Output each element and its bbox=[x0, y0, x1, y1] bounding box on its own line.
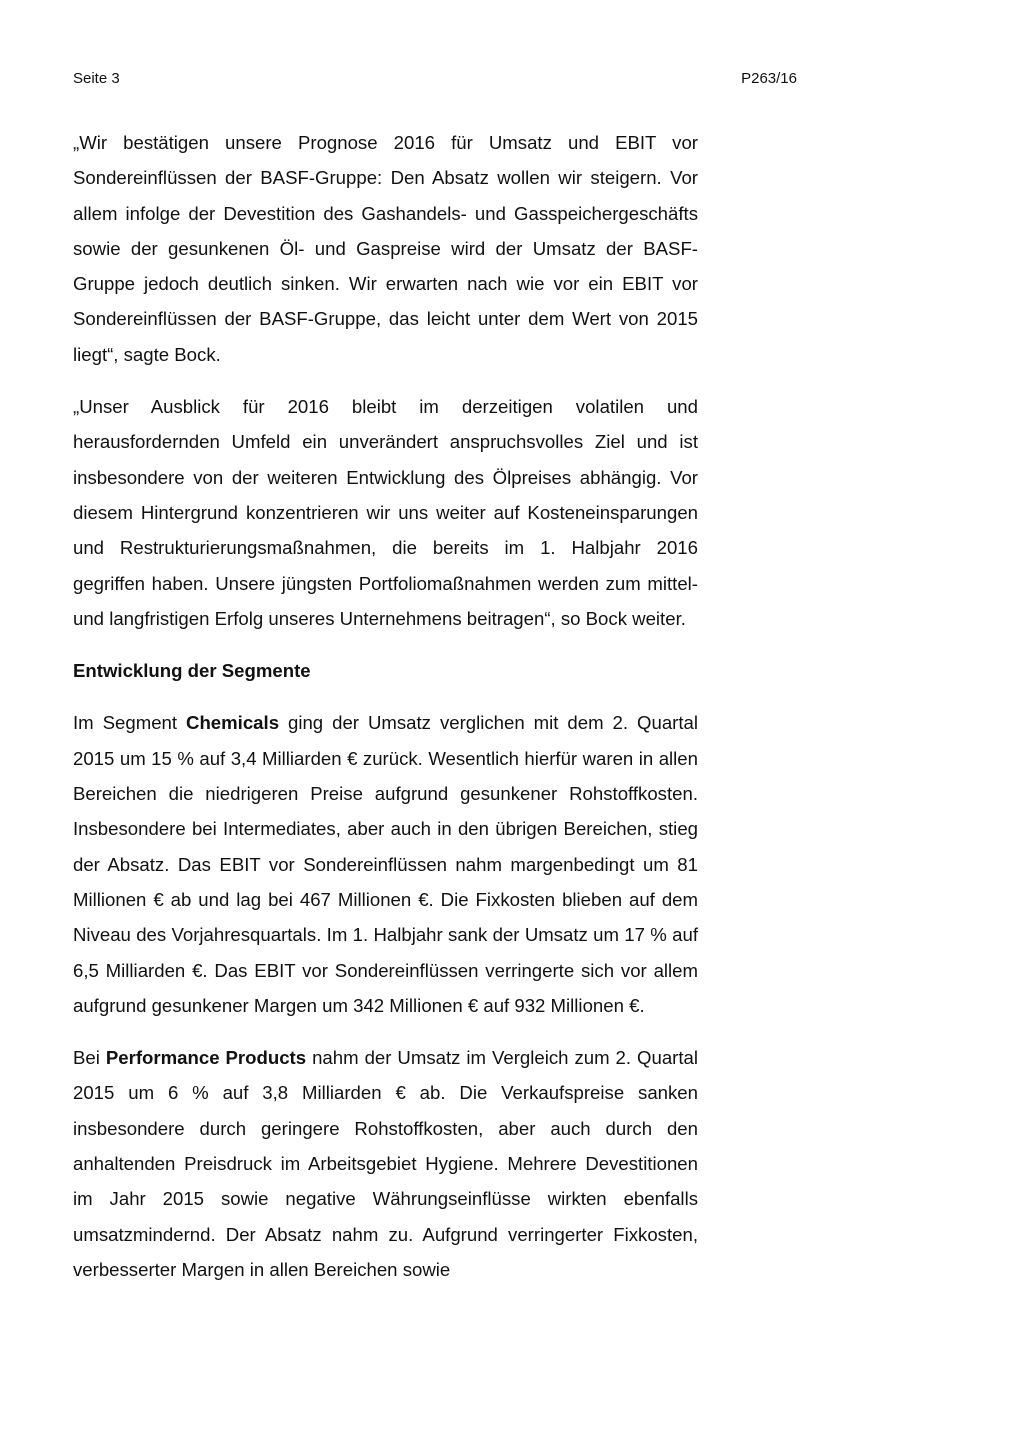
section-heading: Entwicklung der Segmente bbox=[73, 660, 311, 682]
segment-name-performance-products: Performance Products bbox=[105, 1047, 307, 1069]
paragraph-outlook-2016: „Unser Ausblick für 2016 bleibt im derzeitigen volatilen und herausfordernden Umfeld ein unverändert anspruchsvolles Ziel und ist insbesondere von der weiteren Entwicklung des Ölpreises abhängig. Vor diesem Hintergrund konzentrieren wir uns weiter auf Kosteneinsparungen und Restrukturierungsmaßnahmen, die bereits im 1. Halbjahr 2016 gegriffen haben. Unsere jüngsten Portfoliomaßnahmen werden zum mittel- und langfristigen Erfolg unseres Unternehmens beitragen“, so Bock weiter. bbox=[73, 396, 698, 629]
segment-name-chemicals: Chemicals bbox=[186, 712, 280, 734]
paragraph-chemicals bbox=[73, 705, 698, 1023]
paragraph-performance-products bbox=[73, 1040, 698, 1287]
chemicals-text: ging der Umsatz verglichen mit dem 2. Quartal 2015 um 15 % auf 3,4 Milliarden € zurück. Wesentlich hierfür waren in allen Bereichen die niedrigeren Preise aufgrund gesunkener Rohstoffkosten. Insbesondere bei Intermediates, aber auch in den übrigen Bereichen, stieg der Absatz. Das EBIT vor Sondereinflüssen nahm margenbedingt um 81 Millionen € ab und lag bei 467 Millionen €. Die Fixkosten blieben auf dem Niveau des Vorjahresquartals. Im 1. Halbjahr sank der Umsatz um 17 % auf 6,5 Milliarden €. Das EBIT vor Sondereinflüssen verringerte sich vor allem aufgrund gesunkener Margen um 342 Millionen € auf 932 Millionen €. bbox=[73, 712, 698, 1016]
document-reference: P263/16 bbox=[741, 70, 797, 87]
chemicals-intro: Im Segment bbox=[73, 712, 187, 734]
paragraph-outlook-quote: „Wir bestätigen unsere Prognose 2016 für Umsatz und EBIT vor Sondereinflüssen der BASF-Gruppe: Den Absatz wollen wir steigern. Vor allem infolge der Devestition des Gashandels- und Gasspeichergeschäfts sowie der gesunkenen Öl- und Gaspreise wird der Umsatz der BASF-Gruppe jedoch deutlich sinken. Wir erwarten nach wie vor ein EBIT vor Sondereinflüssen der BASF-Gruppe, das leicht unter dem Wert von 2015 liegt“, sagte Bock. bbox=[73, 132, 698, 365]
page-header bbox=[73, 70, 797, 87]
performance-intro: Bei bbox=[73, 1047, 106, 1069]
document-body bbox=[73, 125, 698, 1304]
page-number: Seite 3 bbox=[73, 70, 120, 87]
performance-text: nahm der Umsatz im Vergleich zum 2. Quartal 2015 um 6 % auf 3,8 Milliarden € ab. Die Verkaufspreise sanken insbesondere durch geringere Rohstoffkosten, aber auch durch den anhaltenden Preisdruck im Arbeitsgebiet Hygiene. Mehrere Devestitionen im Jahr 2015 sowie negative Währungseinflüsse wirkten ebenfalls umsatzmindernd. Der Absatz nahm zu. Aufgrund verringerter Fixkosten, verbesserter Margen in allen Bereichen sowie bbox=[73, 1047, 699, 1280]
